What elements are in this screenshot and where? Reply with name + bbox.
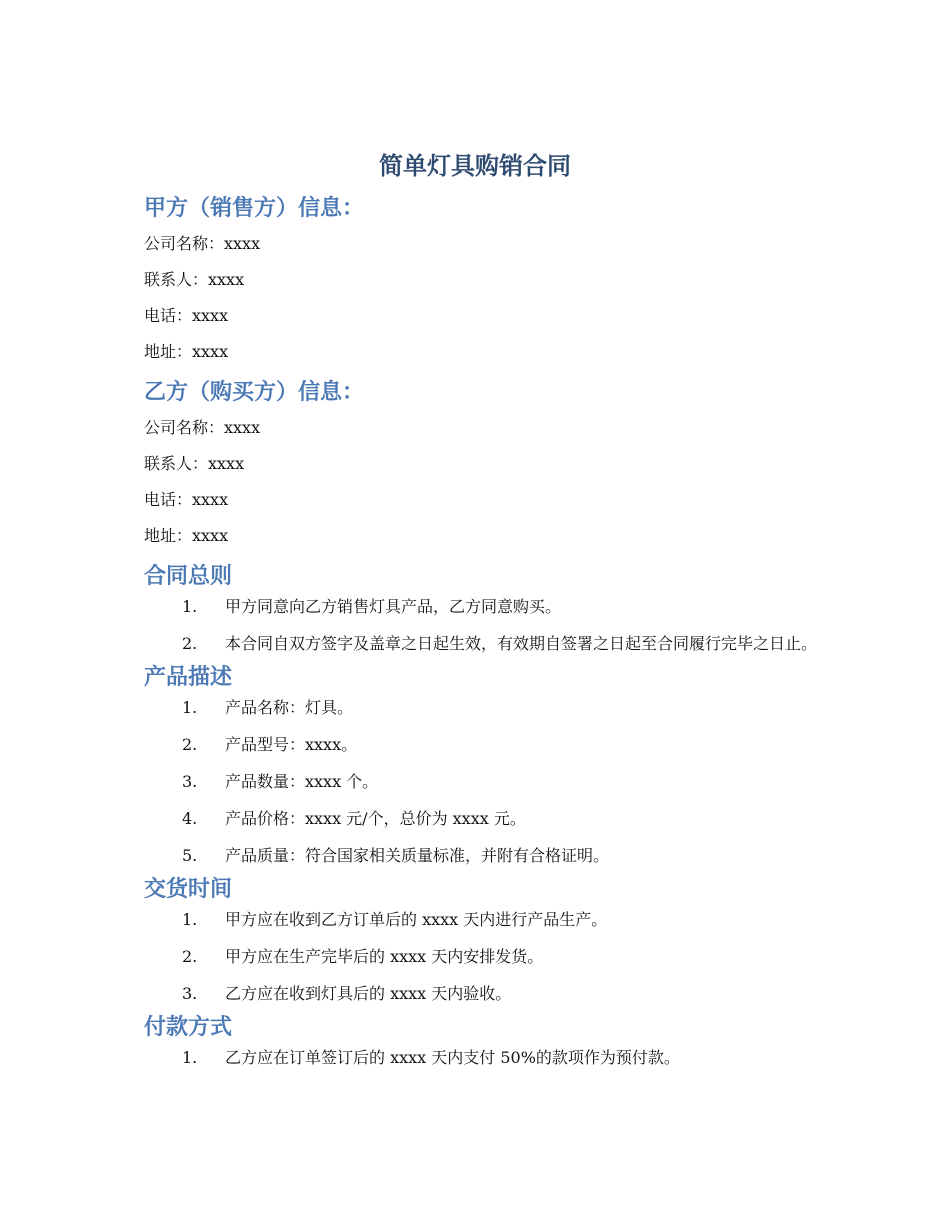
- party-b-address: 地址：xxxx: [144, 526, 229, 545]
- party-a-address: 地址：xxxx: [144, 342, 229, 361]
- document-title: 简单灯具购销合同: [379, 152, 571, 180]
- list-text: 产品型号：xxxx。: [225, 735, 358, 754]
- party-b-phone: 电话：xxxx: [144, 490, 229, 509]
- list-number: 3.: [182, 772, 198, 791]
- list-number: 1.: [182, 597, 198, 616]
- list-text: 产品价格：xxxx 元/个，总价为 xxxx 元。: [225, 809, 526, 828]
- list-number: 2.: [182, 735, 198, 754]
- general-list: [144, 596, 844, 655]
- list-number: 1.: [182, 910, 198, 929]
- list-item: [144, 983, 844, 1005]
- list-item: [144, 734, 844, 756]
- document-body: [144, 192, 844, 1069]
- list-item: [144, 946, 844, 968]
- payment-heading: 付款方式: [144, 1015, 233, 1040]
- list-text: 本合同自双方签字及盖章之日起生效，有效期自签署之日起至合同履行完毕之日止。: [225, 634, 818, 653]
- list-text: 产品质量：符合国家相关质量标准，并附有合格证明。: [225, 846, 610, 865]
- list-item: [144, 845, 844, 867]
- list-item: [144, 771, 844, 793]
- list-text: 甲方应在生产完毕后的 xxxx 天内安排发货。: [225, 947, 544, 966]
- party-b-heading: 乙方（购买方）信息：: [144, 380, 365, 405]
- payment-list: [144, 1047, 844, 1069]
- list-number: 4.: [182, 809, 198, 828]
- list-text: 甲方同意向乙方销售灯具产品，乙方同意购买。: [225, 597, 562, 616]
- list-number: 2.: [182, 634, 198, 653]
- list-item: [144, 596, 844, 618]
- party-b-contact: 联系人：xxxx: [144, 454, 245, 473]
- list-text: 乙方应在收到灯具后的 xxxx 天内验收。: [225, 984, 512, 1003]
- list-number: 3.: [182, 984, 198, 1003]
- list-item: [144, 697, 844, 719]
- list-item: [144, 909, 844, 931]
- list-number: 5.: [182, 846, 198, 865]
- party-b-company: 公司名称：xxxx: [144, 418, 261, 437]
- product-list: [144, 697, 844, 867]
- party-a-heading: 甲方（销售方）信息：: [144, 196, 365, 221]
- list-text: 乙方应在订单签订后的 xxxx 天内支付 50%的款项作为预付款。: [225, 1048, 680, 1067]
- list-text: 甲方应在收到乙方订单后的 xxxx 天内进行产品生产。: [225, 910, 608, 929]
- party-a-contact: 联系人：xxxx: [144, 270, 245, 289]
- list-number: 1.: [182, 1048, 198, 1067]
- list-text: 产品名称：灯具。: [225, 698, 354, 717]
- list-number: 1.: [182, 698, 198, 717]
- list-item: [144, 633, 844, 655]
- party-a-company: 公司名称：xxxx: [144, 234, 261, 253]
- product-heading: 产品描述: [144, 665, 233, 690]
- delivery-heading: 交货时间: [144, 877, 233, 902]
- list-item: [144, 808, 844, 830]
- list-text: 产品数量：xxxx 个。: [225, 772, 379, 791]
- list-item: [144, 1047, 844, 1069]
- general-heading: 合同总则: [144, 564, 233, 589]
- party-a-phone: 电话：xxxx: [144, 306, 229, 325]
- list-number: 2.: [182, 947, 198, 966]
- delivery-list: [144, 909, 844, 1005]
